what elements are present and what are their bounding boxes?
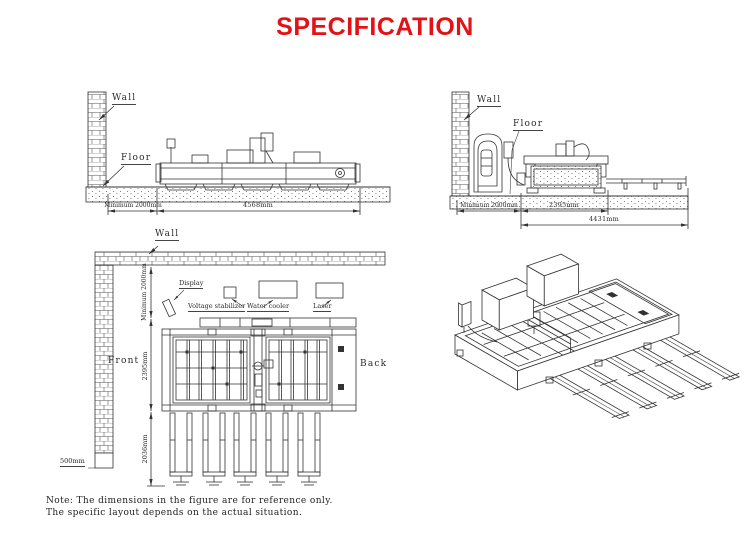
- side-wall-label: Wall: [112, 93, 137, 103]
- plan-wall-label: Wall: [155, 229, 180, 239]
- plan-view-pallet-rails: [170, 413, 320, 485]
- plan-rail-length-dim: 2036mm: [140, 434, 149, 464]
- plan-wall-offset-dim: 500mm: [60, 457, 85, 465]
- side-view-wall: [88, 92, 114, 200]
- plan-view-drawing: [88, 246, 388, 486]
- water-cooler-label: Water cooler: [247, 302, 290, 310]
- end-width-dim: 2395mm: [548, 201, 580, 209]
- plan-width-dim: 2395mm: [140, 351, 149, 381]
- plan-view-machine: [162, 329, 356, 411]
- plan-back-label: Back: [360, 359, 388, 369]
- end-view-machine: [517, 141, 686, 193]
- note-line-1: Note: The dimensions in the figure are for reference only.: [46, 496, 333, 506]
- side-view-machine: [156, 133, 360, 190]
- display-label: Display: [179, 279, 204, 287]
- end-total-width-dim: 4431mm: [588, 215, 620, 223]
- iso-view-drawing: [455, 254, 750, 423]
- side-length-dim: 4568mm: [242, 201, 274, 209]
- end-view-cabinet: [474, 134, 524, 192]
- plan-front-label: Front: [108, 356, 140, 366]
- voltage-stabilizer-label: Voltage stabilizer: [188, 302, 246, 310]
- end-floor-label: Floor: [513, 119, 544, 129]
- iso-accessory-cubes: [482, 254, 578, 330]
- page-title: SPECIFICATION: [276, 13, 474, 41]
- plan-min-distance-dim: Minimum 2000mm: [141, 263, 148, 321]
- end-wall-label: Wall: [477, 95, 502, 105]
- note-line-2: The specific layout depends on the actual situation.: [46, 508, 303, 518]
- side-floor-label: Floor: [121, 153, 152, 163]
- side-min-distance-dim: Minimum 2000mm: [104, 202, 162, 209]
- end-min-distance-dim: Minimum 2000mm: [460, 202, 518, 209]
- laser-label: Laser: [313, 302, 332, 310]
